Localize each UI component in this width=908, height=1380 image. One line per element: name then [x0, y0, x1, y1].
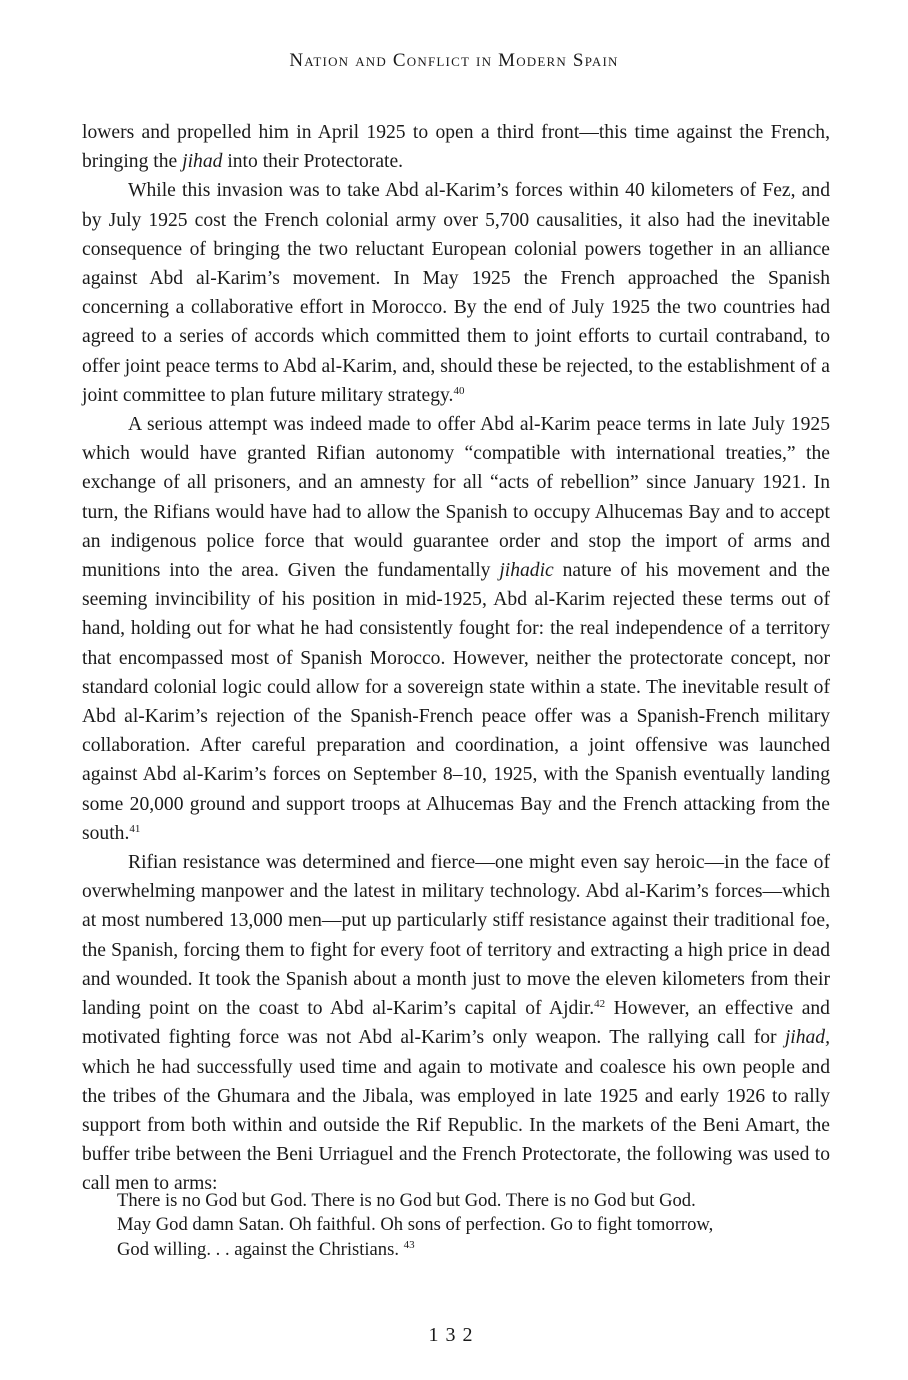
text-run: into their Protectorate.	[222, 151, 404, 173]
quote-line	[117, 1238, 817, 1262]
text-run: A serious attempt was indeed made to offer Abd al-Karim peace terms in late July 1925 which would have granted Rifian autonomy “compatible with international treaties,” the exchange of all prisoners, and an amnesty for all “acts of rebellion” since January 1921. In turn, the Rifians would have had to allow the Spanish to occupy Alhucemas Bay and to accept an indigenous police force that would guarantee order and stop the import of arms and munitions into the area. Given the fundamentally	[82, 414, 830, 582]
italic-term: jihad,	[784, 1027, 830, 1049]
footnote-ref: 40	[453, 384, 465, 397]
paragraph-3	[82, 410, 830, 848]
quote-line: There is no God but God. There is no God but God. There is no God but God.	[117, 1190, 696, 1211]
page-number: 132	[428, 1324, 480, 1346]
text-run: However, an effective and motivated fighting force was not Abd al-Karim’s only weapon. The rallying call for	[82, 998, 830, 1049]
text-run: lowers and propelled him in April 1925 to open a third front—this time against the French, bringing the	[82, 122, 830, 173]
italic-term: jihad	[182, 151, 223, 173]
footnote-ref: 42	[594, 998, 606, 1011]
text-run: which he had successfully used time and again to motivate and coalesce his own people and the tribes of the Ghumara and the Jibala, was employed in late 1925 and early 1926 to rally support from both within and outside the Rif Republic. In the markets of the Beni Amart, the buffer tribe between the Beni Urriaguel and the French Protectorate, the following was used to call men to arms:	[82, 1056, 830, 1195]
paragraph-1	[82, 118, 830, 176]
footnote-ref: 43	[403, 1238, 415, 1251]
block-quote	[117, 1189, 817, 1262]
text-run: nature of his movement and the seeming invincibility of his position in mid-1925, Abd al-Karim rejected these terms out of hand, holding out for what he had consistently fought for: the real independence of a territory that encompassed most of Spanish Morocco. However, neither the protectorate concept, nor standard colonial logic could allow for a sovereign state within a state. The inevitable result of Abd al-Karim’s rejection of the Spanish-French peace offer was a Spanish-French military collaboration. After careful preparation and coordination, a joint offensive was launched against Abd al-Karim’s forces on September 8–10, 1925, with the Spanish eventually landing some 20,000 ground and support troops at Alhucemas Bay and the French attacking from the south.	[82, 560, 830, 844]
text-run: God willing. . . against the Christians.	[117, 1238, 404, 1260]
paragraph-4	[82, 848, 830, 1198]
paragraph-2	[82, 176, 830, 410]
footnote-ref: 41	[129, 822, 141, 835]
italic-term: jihadic	[499, 560, 554, 582]
quote-line: May God damn Satan. Oh faithful. Oh sons of perfection. Go to fight tomorrow,	[117, 1214, 714, 1236]
text-run: While this invasion was to take Abd al-Karim’s forces within 40 kilometers of Fez, and by July 1925 cost the French colonial army over 5,700 causalities, it also had the inevitable consequence of bringing the two reluctant European colonial powers together in an alliance against Abd al-Karim’s movement. In May 1925 the French approached the Spanish concerning a collaborative effort in Morocco. By the end of July 1925 the two countries had agreed to a series of accords which committed them to joint efforts to curtail contraband, to offer joint peace terms to Abd al-Karim, and, should these be rejected, to the establishment of a joint committee to plan future military strategy.	[82, 180, 830, 406]
body-text	[82, 118, 830, 1199]
running-head: Nation and Conflict in Modern Spain	[289, 50, 619, 71]
text-run: Rifian resistance was determined and fierce—one might even say heroic—in the face of overwhelming manpower and the latest in military technology. Abd al-Karim’s forces—which at most numbered 13,000 men—put up particularly stiff resistance against their traditional foe, the Spanish, forcing them to fight for every foot of territory and extracting a high price in dead and wounded. It took the Spanish about a month just to move the eleven kilometers from their landing point on the coast to Abd al-Karim’s capital of Ajdir.	[82, 852, 830, 1020]
